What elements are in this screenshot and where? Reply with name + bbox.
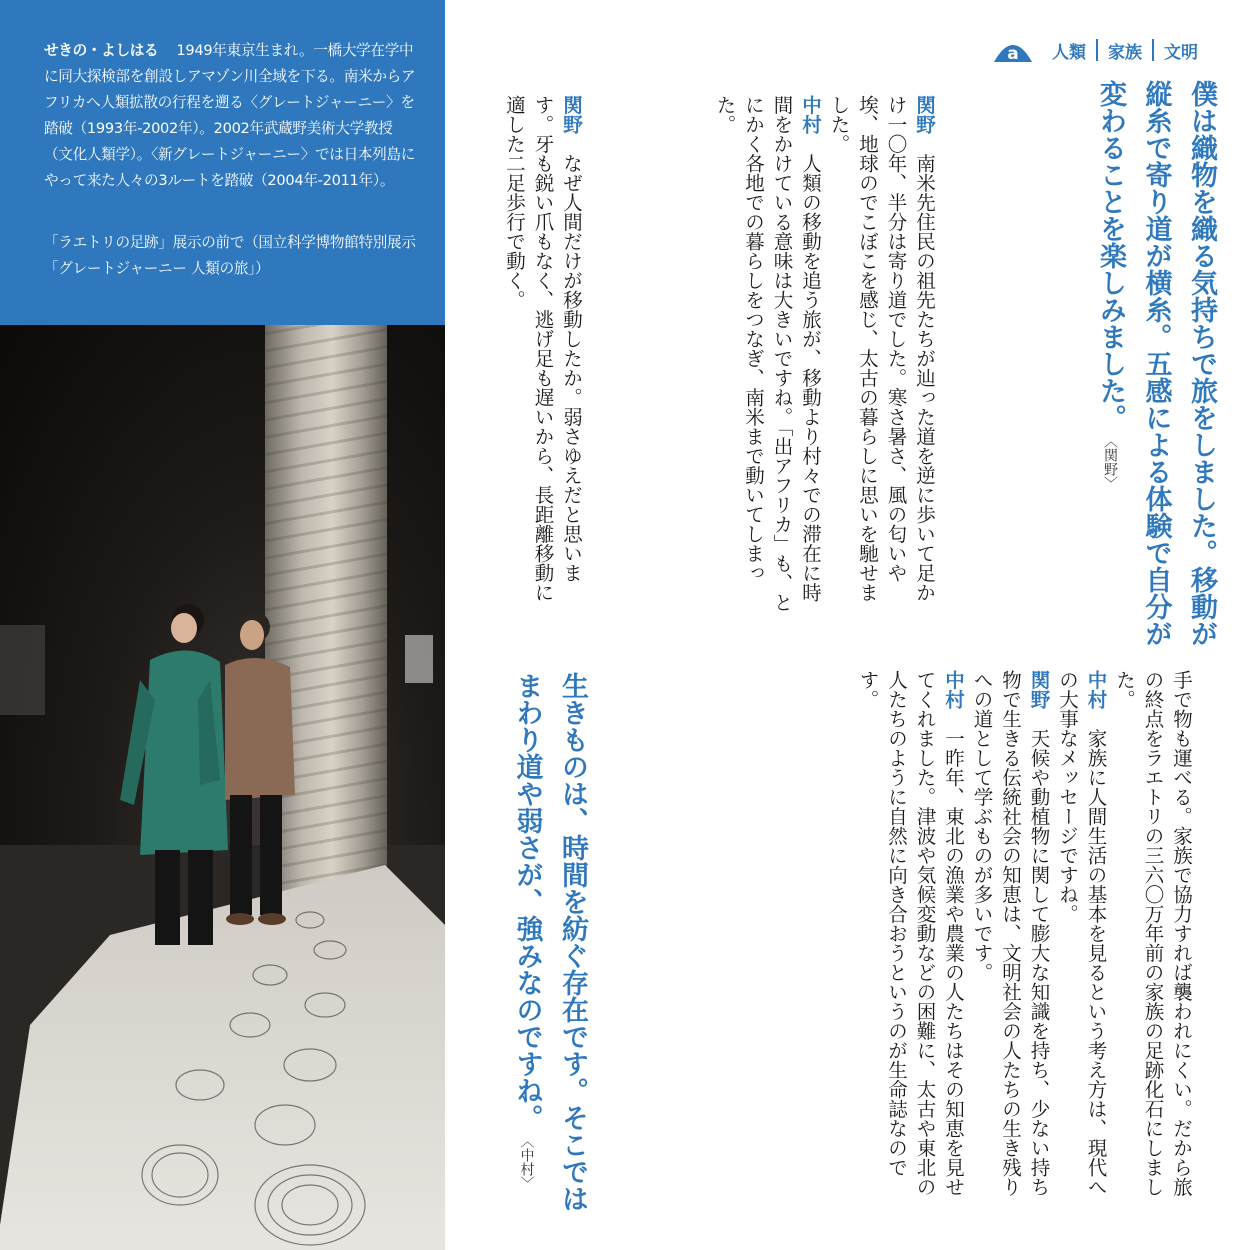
top-dialogue-1 bbox=[703, 95, 938, 620]
speaker-label: 中村 bbox=[1084, 670, 1108, 709]
speaker-label: 中村 bbox=[799, 95, 822, 134]
topic-a-icon bbox=[992, 36, 1034, 64]
person-man-figure bbox=[210, 605, 305, 935]
bottom-pull-quote bbox=[450, 672, 595, 1212]
top-quote-credit: 〈関野〉 bbox=[1102, 441, 1118, 490]
dialogue-text: なぜ人間だけが移動したか。弱さゆえだと思います。牙も鋭い爪もなく、逃げ足も遅いから、長距離移動に適した二足歩行で動く。 bbox=[503, 95, 583, 602]
tag-bunmei: 文明 bbox=[1164, 42, 1198, 63]
speaker-label: 中村 bbox=[942, 670, 965, 709]
speaker-label: 関野 bbox=[560, 95, 583, 134]
right-column bbox=[445, 0, 1250, 1250]
tag-kazoku: 家族 bbox=[1108, 42, 1142, 63]
dialogue-text: 人類の移動を追う旅が、移動より村々での滞在に時間をかけている意味は大きいですね。「出アフリカ」も、とにかく各地での暮らしをつなぎ、南米まで動いてしまった。 bbox=[713, 95, 822, 612]
photo-caption: 「ラエトリの足跡」展示の前で（国立科学博物館特別展示「グレートジャーニー 人類の旅」） bbox=[44, 234, 416, 277]
top-dialogue-2 bbox=[460, 95, 585, 620]
dialogue-text: 一昨年、東北の漁業や農業の人たちはその知恵を見せてくれました。津波や気候変動などの困難に、太古や東北の人たちのように自然に向き合おうというのが生命誌なのです。 bbox=[856, 670, 965, 1197]
bottom-quote-text: 生きものは、時間を紡ぐ存在です。そこではまわり道や弱さが、強みなのですね。 bbox=[511, 672, 588, 1212]
bio-text: 1949年東京生まれ。一橋大学在学中に同大探検部を創設しアマゾン川全域を下る。南米からアフリカへ人類拡散の行程を遡る〈グレートジャーニー〉を踏破（1993年-2002年）。2002年武蔵野美術大学教授（文化人類学）。〈新グレートジャーニー〉では日本列島にやって来た人々の3ルートを踏破（2004年-2011年）。 bbox=[44, 42, 416, 189]
bio-name: せきの・よしはる bbox=[44, 42, 159, 59]
dialogue-text: 家族に人間生活の基本を見るという考え方は、現代への大事なメッセージですね。 bbox=[1056, 670, 1108, 1197]
dialogue-text: 天候や動植物に関して膨大な知識を持ち、少ない持ち物で生きる伝統社会の知恵は、文明社会の人たちの生き残りへの道として学ぶものが多いです。 bbox=[970, 670, 1051, 1197]
top-quote-text: 僕は織物を織る気持ちで旅をしました。移動が縦糸で寄り道が横糸。五感による体験で自分が変わることを楽しみました。 bbox=[1095, 80, 1217, 647]
top-pull-quote bbox=[1024, 80, 1224, 655]
bottom-quote-credit: 〈中村〉 bbox=[518, 1141, 535, 1190]
topic-tags bbox=[992, 36, 1208, 64]
left-column bbox=[0, 0, 445, 1250]
speaker-label: 関野 bbox=[1027, 670, 1051, 709]
svg-text:a: a bbox=[1007, 44, 1019, 64]
exhibit-photo bbox=[0, 325, 445, 1250]
dialogue-text: 南米先住民の祖先たちが辿った道を逆に歩いて足かけ一〇年、半分は寄り道でした。寒さ暑さ、風の匂いや埃、地球のでこぼこを感じ、太古の暮らしに思いを馳せました。 bbox=[827, 95, 936, 602]
bio-box bbox=[0, 0, 445, 325]
dialogue-text: 手で物も運べる。家族で協力すれば襲われにくい。だから旅の終点をラエトリの三六〇万年前の家族の足跡化石にしました。 bbox=[1113, 670, 1193, 1197]
bottom-dialogue bbox=[595, 670, 1195, 1210]
speaker-label: 関野 bbox=[913, 95, 936, 134]
tag-jinrui: 人類 bbox=[1052, 42, 1086, 63]
bio-paragraph bbox=[44, 38, 419, 194]
